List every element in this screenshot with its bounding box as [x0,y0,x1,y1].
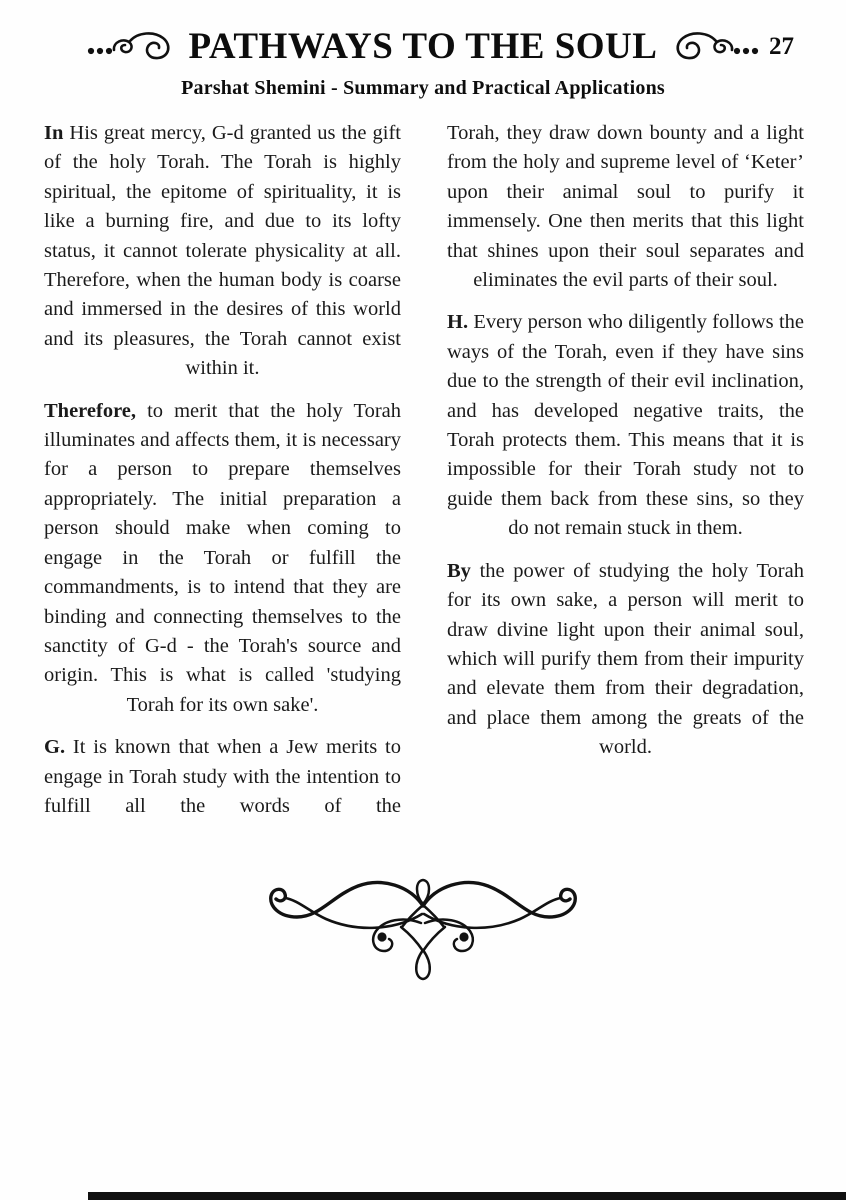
page-subtitle: Parshat Shemini - Summary and Practical Applications [181,77,665,99]
scroll-flourish-left-icon [86,30,181,62]
scroll-flourish-right-icon [665,30,760,62]
page-number: 27 [769,33,794,60]
paragraph: Therefore, to merit that the holy Torah illuminates and affects them, it is necessary for a person to prepare themselves appropriately. The initial preparation a person should make when coming to engage in the Torah or fulfill the commandments, is to intend that they are binding and connecting themselves to the sanctity of G-d - the Torah's source and origin. This is what is called 'studying Torah for its own sake'. [44,399,401,716]
paragraph: In His great mercy, G-d granted us the gift of the holy Torah. The Torah is highly spiritual, the epitome of spirituality, it is like a burning fire, and due to its lofty status, it cannot tolerate physicality at all. Therefore, when the human body is coarse and immersed in the desires of this world and its pleasures, the Torah cannot exist within it. [44,122,401,380]
paragraph: G. It is known that when a Jew merits to engage in Torah study with the intention to fulfill all the words of the [44,736,401,817]
paragraph: H. Every person who diligently follows the ways of the Torah, even if they have sins due to the strength of their evil inclination, and has developed negative traits, the Torah protects them. This means that it is impossible for their Torah study not to guide them back from these sins, so they do not remain stuck in them. [447,311,804,540]
paragraph-lead: Therefore, [44,399,148,422]
paragraph: By the power of studying the holy Torah for its own sake, a person will merit to draw divine light upon their animal soul, which will purify them from their impurity and elevate them from their degradation, and place them among the greats of the world. [447,559,804,759]
calligraphic-flourish-divider-icon [262,874,584,984]
page-header [0,22,846,70]
right-column [447,119,804,834]
article-body [44,119,804,834]
page-title: PATHWAYS TO THE SOUL [188,25,658,67]
paragraph-lead: In [44,122,70,144]
paragraph-lead: G. [44,736,73,759]
bottom-edge-bar [88,1192,846,1200]
paragraph-lead: By [447,559,480,582]
footer-ornament [0,874,846,984]
left-column [44,119,401,834]
paragraph: Torah, they draw down bounty and a light from the holy and supreme level of ‘Keter’ upon their animal soul to purify it immensely. One then merits that this light that shines upon their soul separates and eliminates the evil parts of their soul. [447,122,804,292]
paragraph-lead: H. [447,311,474,334]
